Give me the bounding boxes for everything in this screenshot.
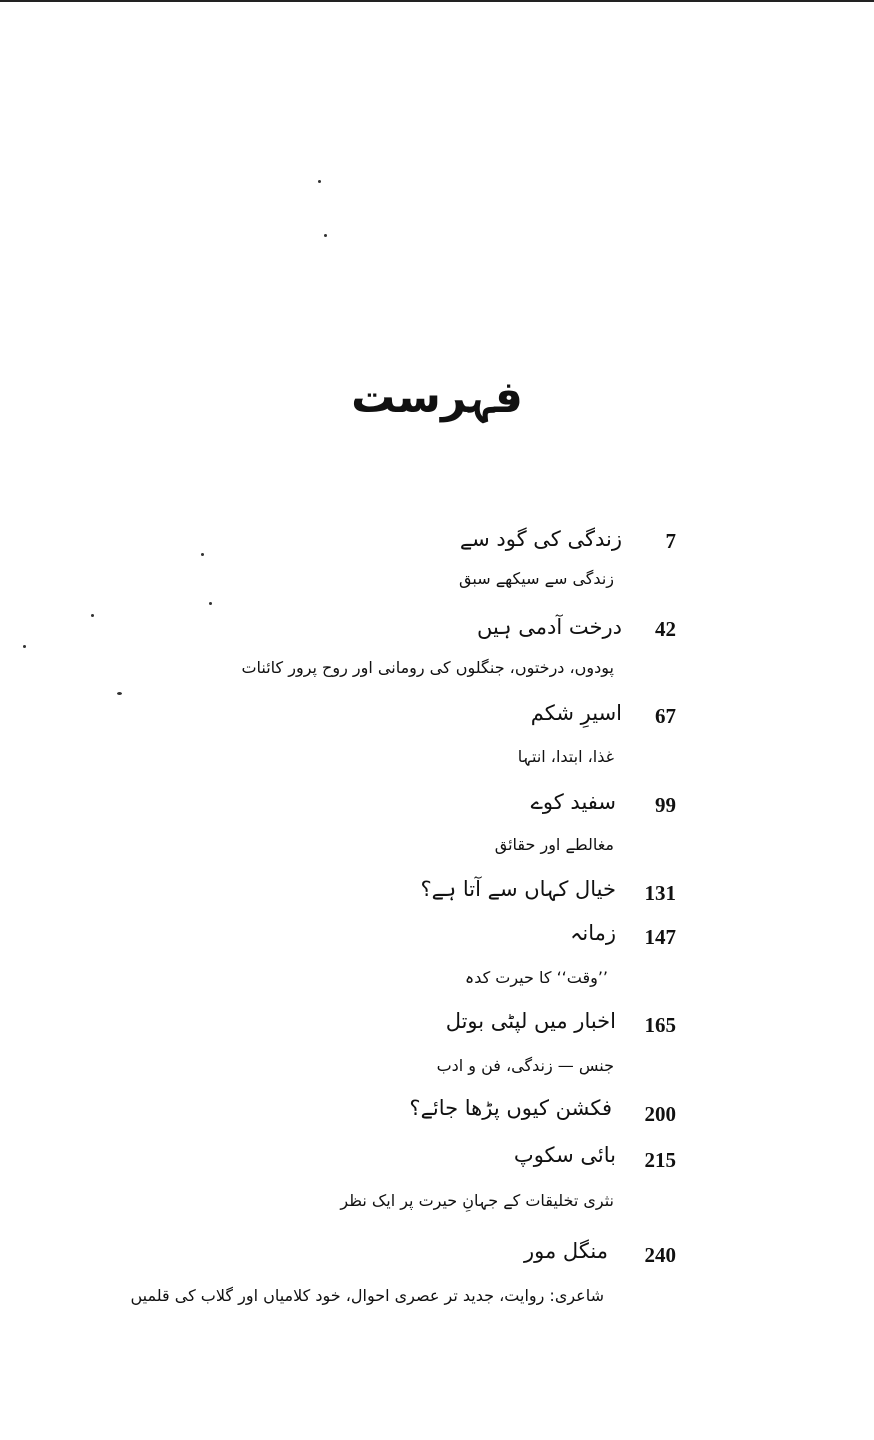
chapter-title: خیال کہاں سے آتا ہے؟	[420, 877, 616, 901]
chapter-subtitle: غذا، ابتدا، انتہا	[517, 747, 614, 766]
chapter-title: درخت آدمی ہیں	[476, 615, 622, 639]
chapter-title: بائی سکوپ	[513, 1143, 616, 1167]
chapter-title: منگل مور	[524, 1239, 608, 1263]
page-number: 99	[655, 793, 676, 817]
page-number: 165	[644, 1013, 676, 1037]
chapter-title: اخبار میں لپٹی بوتل	[445, 1009, 616, 1033]
chapter-subtitle: ’’وقت‘‘ کا حیرت کدہ	[464, 968, 608, 987]
chapter-subtitle: جنس — زندگی، فن و ادب	[436, 1056, 614, 1075]
page-number: 7	[665, 529, 676, 553]
chapter-subtitle: نثری تخلیقات کے جہانِ حیرت پر ایک نظر	[340, 1191, 614, 1210]
page-number: 42	[655, 617, 676, 641]
chapter-title: سفید کوے	[530, 790, 616, 814]
chapter-title: زمانہ	[570, 921, 616, 945]
page-number: 131	[644, 881, 676, 905]
chapter-subtitle: شاعری: روایت، جدید تر عصری احوال، خود کلامیاں اور گلاب کی قلمیں	[130, 1286, 604, 1305]
chapter-title: فکشن کیوں پڑھا جائے؟	[409, 1096, 612, 1120]
chapter-title: زندگی کی گود سے	[459, 527, 622, 551]
chapter-subtitle: مغالطے اور حقائق	[494, 835, 614, 854]
page-title: فہرست	[351, 372, 523, 423]
page-number: 215	[644, 1148, 676, 1172]
page-number: 200	[644, 1102, 676, 1126]
chapter-subtitle: زندگی سے سیکھے سبق	[459, 569, 614, 588]
page-number: 240	[644, 1243, 676, 1267]
page-number: 147	[644, 925, 676, 949]
page-number: 67	[655, 704, 676, 728]
chapter-title: اسیرِ شکم	[530, 701, 622, 725]
chapter-subtitle: پودوں، درختوں، جنگلوں کی رومانی اور روح پرور کائنات	[241, 658, 614, 677]
